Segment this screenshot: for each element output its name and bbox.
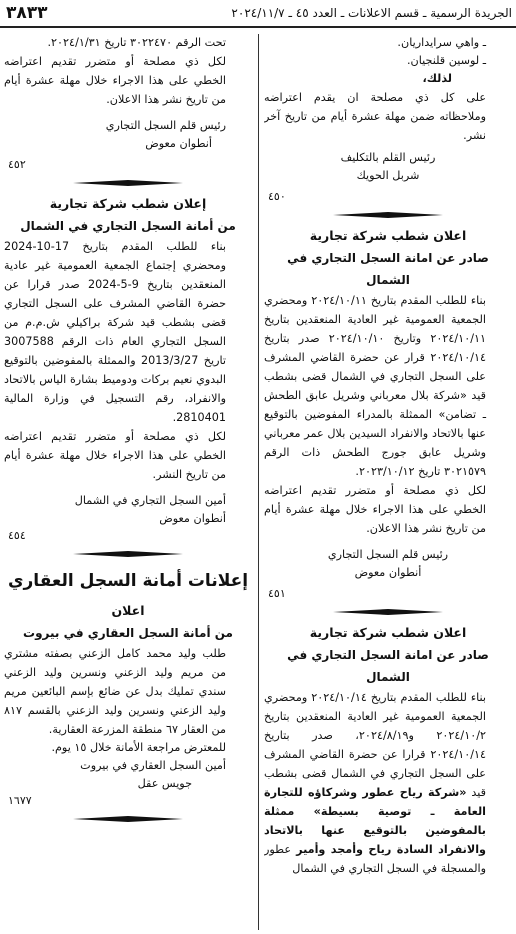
right-column bbox=[264, 34, 512, 934]
notice-number: ٤٥١ bbox=[268, 587, 286, 600]
signature-title: أمين السجل التجاري في الشمال bbox=[74, 494, 226, 507]
notice-body-end: عطور والمسجلة في السجل التجاري في الشمال bbox=[264, 843, 486, 875]
signature-name: أنطوان معوض bbox=[159, 512, 226, 525]
name-line: ـ لوسين قلنجيان. bbox=[406, 54, 486, 67]
notice-title: اعلان شطب شركة تجارية bbox=[309, 625, 467, 640]
signature-name: أنطوان معوض bbox=[145, 137, 212, 150]
notice-objection: لكل ذي مصلحة أو متضرر تقديم اعتراضه الخطي على هذا الاجراء خلال مهلة عشرة أيام من تاريخ نشر هذا الاعلان. bbox=[4, 55, 226, 106]
notice-number: ١٦٧٧ bbox=[8, 794, 32, 807]
signature-title: رئيس القلم بالتكليف bbox=[340, 151, 436, 164]
signature-title: أمين السجل العقاري في بيروت bbox=[80, 759, 226, 772]
notice-title: اعلان شطب شركة تجارية bbox=[309, 228, 467, 243]
left-column bbox=[4, 34, 252, 934]
name-line: ـ واهي سرايداريان. bbox=[397, 36, 486, 49]
notice-title: إعلان شطب شركة تجارية bbox=[49, 196, 207, 211]
separator bbox=[4, 813, 252, 825]
notice-body: طلب وليد محمد كامل الزعني بصفته مشتري من مريم وليد الزعني ونسرين وليد الزعني سندي تمليك بدل عن ضائع بإسم البائعين مريم وليد الزعني ونسرين وليد الزعني بالقسم ٨١٧ من العقار ٦٧ منطقة المزرعة العقارية. bbox=[4, 647, 226, 736]
registration-line: تحت الرقم ٣٠٢٢٤٧٠ تاريخ ٢٠٢٤/١/٣١. bbox=[47, 36, 226, 49]
column-divider bbox=[258, 34, 259, 930]
signature-title: رئيس قلم السجل التجاري bbox=[105, 119, 226, 132]
signature-name: أنطوان معوض bbox=[354, 566, 422, 579]
conclusion-heading: لذلك، bbox=[422, 72, 452, 85]
notice-subtitle: من أمانة السجل العقاري في بيروت bbox=[23, 626, 233, 640]
notice-number: ٤٥٠ bbox=[268, 190, 286, 203]
notice-body: بناء للطلب المقدم بتاريخ 17-10-2024 ومحضري إجتماع الجمعية العمومية غير عادية المنعقدين بتاريخ 9-5-2024 صدر قرارا عن حضرة القاضي المشرف على السجل التجاري قضى بشطب قيد شركة براكيلي ش.م.م من السجل التجاري العام ذات الرقم 3007588 تاريخ 2013/3/27 والممثلة بالمفوضين بالتوقيع البدوي نعيم بركات ودوميط بشارة الياس بالاتحاد والانفراد، رقم التسجيل في وزارة المالية 2810401. bbox=[4, 240, 226, 424]
notice-objection: لكل ذي مصلحة أو متضرر تقديم اعتراضه الخطي على هذا الاجراء خلال مهلة عشرة أيام من تاريخ نشر هذا الاعلان. bbox=[264, 484, 486, 535]
signature-name: شربل الحويك bbox=[356, 169, 420, 182]
section-heading: إعلانات أمانة السجل العقاري bbox=[7, 571, 249, 591]
notice-note: للمعترض مراجعة الأمانة خلال ١٥ يوم. bbox=[51, 741, 226, 754]
notice-subtitle: من أمانة السجل التجاري في الشمال bbox=[20, 219, 236, 233]
notice-number: ٤٥٤ bbox=[8, 529, 26, 542]
gazette-title: الجريدة الرسمية ـ قسم الاعلانات ـ العدد ٤٥ ـ ٢٠٢٤/١١/٧ bbox=[231, 6, 512, 20]
separator bbox=[4, 548, 252, 560]
notice-body-text: بناء للطلب المقدم بتاريخ ٢٠٢٤/١٠/١٤ ومحضري الجمعية العمومية غير العادية المنعقدين بتاريخ ٢٠٢٤/١٠/٢ و٢٠٢٤/٨/١٩، صدر بتاريخ ٢٠٢٤/١٠/١٤ قرارا عن حضرة القاضي المشرف على السجل التجاري في الشمال قضى بشطب قيد bbox=[264, 691, 486, 799]
notice-subtitle: صادر عن امانة السجل التجاري في الشمال bbox=[287, 648, 489, 684]
separator bbox=[4, 177, 252, 189]
notice-body bbox=[264, 688, 512, 878]
notice-title: اعلان bbox=[111, 603, 145, 618]
page-header bbox=[0, 0, 516, 28]
notice-objection: لكل ذي مصلحة أو متضرر تقديم اعتراضه الخطي على هذا الاجراء خلال مهلة عشرة أيام من تاريخ النشر. bbox=[4, 430, 226, 481]
separator bbox=[264, 606, 512, 618]
notice-number: ٤٥٢ bbox=[8, 158, 26, 171]
separator bbox=[264, 209, 512, 221]
notice-body-bold: «شركة رياح عطور وشركاؤه للتجارة العامة ـ توصية بسيطة» ممثلة بالمفوضين بالتوقيع عنها بالاتحاد والانفراد السادة رياح وأمجد وأمير bbox=[264, 786, 487, 856]
notice-subtitle: صادر عن امانة السجل التجاري في الشمال bbox=[287, 251, 489, 287]
signature-name: جويس عقل bbox=[137, 777, 192, 790]
notice-body: بناء للطلب المقدم بتاريخ ٢٠٢٤/١٠/١١ ومحضري الجمعية العمومية غير العادية المنعقدين بتاريخ ٢٠٢٤/١٠/١١ وتاريخ ٢٠٢٤/١٠/١٠ صدر بتاريخ ٢٠٢٤/١٠/١٤ قرار عن حضرة القاضي المشرف على السجل التجاري في الشمال قضى بشطب قيد «شركة بلال معرباني وشريل عابق الطحش ـ تضامن» الممثلة بالمدراء المفوضين بالتوقيع عنها بالاتحاد والانفراد السيدين بلال عمر معرباني وشريل عابق جورج الطحش ذات الرقم ٣٠٢١٥٧٩ تاريخ ٢٠٢٣/١٠/١٢. bbox=[264, 294, 486, 478]
conclusion-text: على كل ذي مصلحة ان يقدم اعتراضه وملاحظاته ضمن مهلة عشرة أيام من تاريخ آخر نشر. bbox=[264, 91, 486, 142]
signature-title: رئيس قلم السجل التجاري bbox=[327, 548, 449, 561]
page-number: ٣٨٣٣ bbox=[6, 3, 48, 23]
